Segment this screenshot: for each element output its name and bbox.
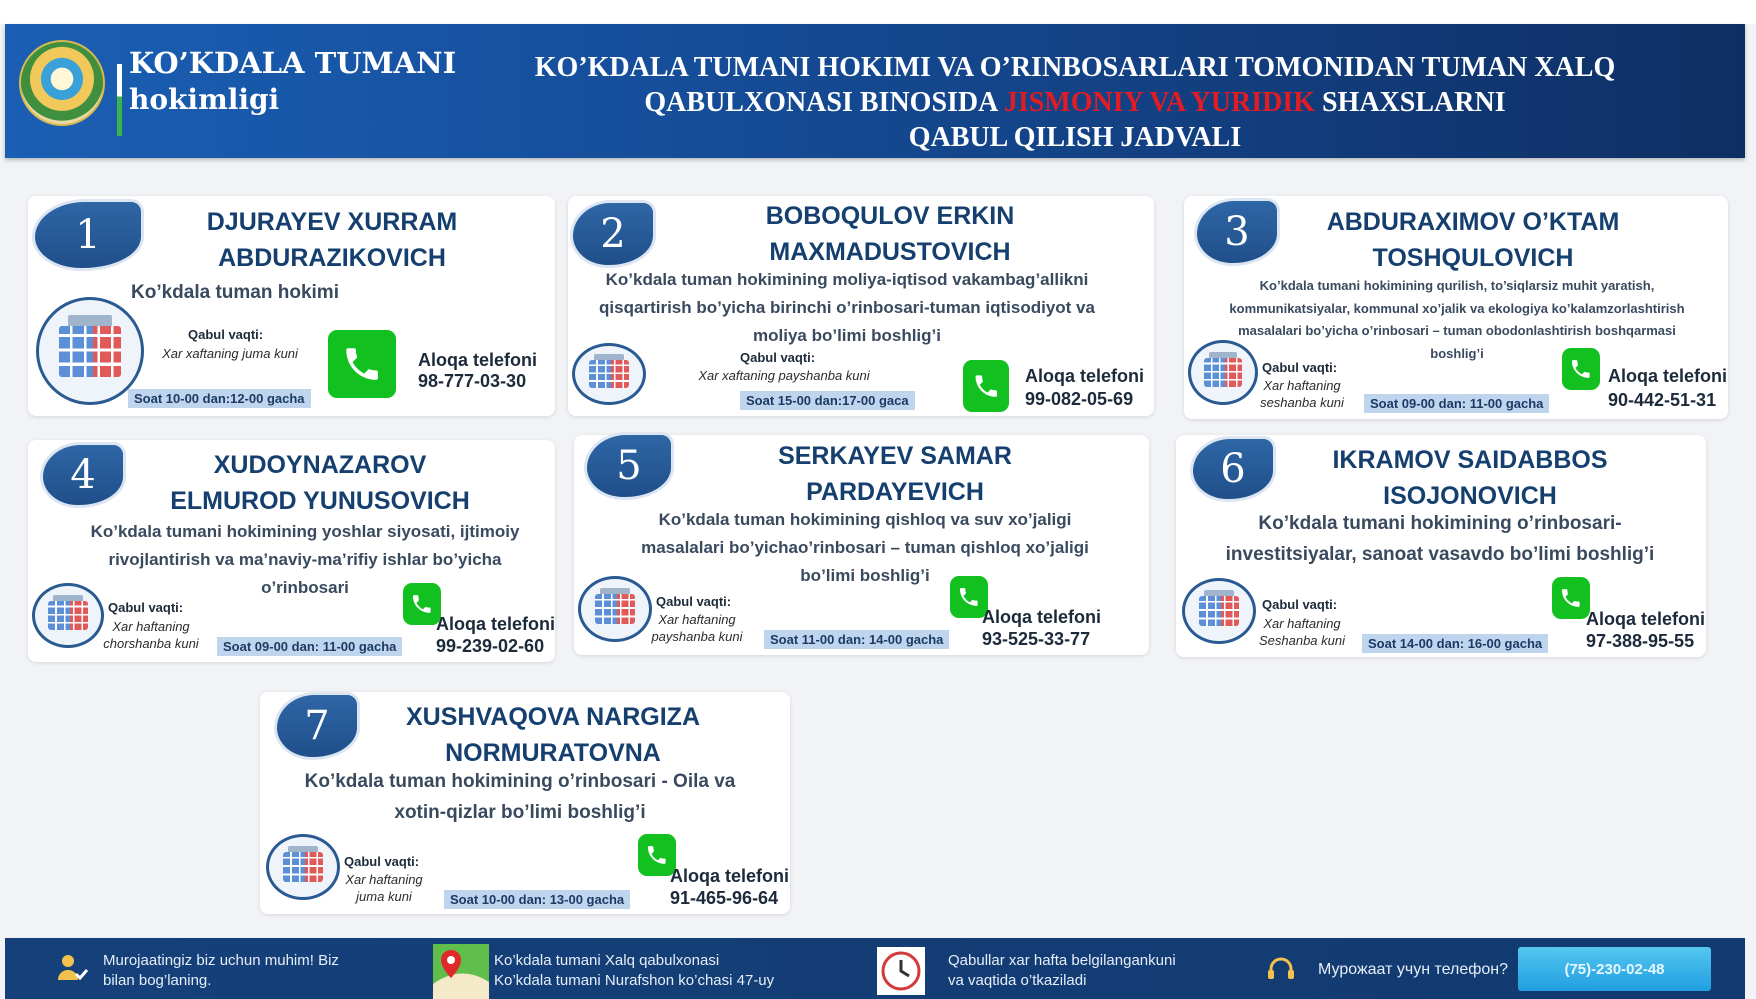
reception-hours: Soat 11-00 dan: 14-00 gacha — [764, 630, 949, 649]
official-role: Ko’kdala tuman hokimining o’rinbosari - Oila va xotin-qizlar bo’limi boshlig’i — [304, 771, 736, 823]
clock-icon — [877, 947, 925, 995]
official-name: ABDURAXIMOV O’KTAM TOSHQULOVICH — [1326, 208, 1620, 272]
reception-hours: Soat 09-00 dan: 11-00 gacha — [217, 637, 402, 656]
footer-schedule-line-2: va vaqtida o’tkaziladi — [948, 972, 1087, 989]
reception-days: Xar xaftaning juma kuni — [162, 346, 298, 361]
reception-time-label: Qabul vaqti: — [740, 350, 816, 365]
contact-phone-number[interactable]: 99-239-02-60 — [436, 636, 545, 656]
contact-phone-label: Aloqa telefoni — [670, 866, 790, 886]
footer-contact-line-1: Murojaatingiz biz uchun muhim! Biz — [103, 952, 339, 969]
contact-phone-number[interactable]: 93-525-33-77 — [982, 629, 1091, 649]
phone-icon — [1552, 577, 1590, 619]
title-line-2-start: QABULXONASI BINOSIDA — [644, 87, 1004, 118]
reception-time-label: Qabul vaqti: — [656, 594, 732, 609]
reception-hours: Soat 10-00 dan: 13-00 gacha — [444, 890, 630, 909]
footer-schedule-line-1: Qabullar xar hafta belgilangankuni — [948, 952, 1176, 969]
calendar-icon — [1188, 340, 1258, 405]
phone-icon — [963, 360, 1009, 412]
top-strip — [0, 0, 1756, 24]
reception-days: Xar haftaning chorshanba kuni — [103, 619, 199, 651]
official-name: XUSHVAQOVA NARGIZA NORMURATOVNA — [406, 703, 700, 767]
flag-divider — [117, 64, 122, 136]
card-number-badge: 1 — [32, 199, 144, 271]
reception-time-label: Qabul vaqti: — [188, 327, 264, 342]
official-name: SERKAYEV SAMAR PARDAYEVICH — [778, 442, 1012, 506]
brand-subtitle: hokimligi — [129, 83, 280, 116]
footer-schedule-text — [948, 951, 1176, 991]
footer-address-line-2: Ko’kdala tumani Nurafshon ko’chasi 47-uy — [494, 972, 775, 989]
reception-days: Xar xaftaning payshanba kuni — [698, 368, 870, 383]
contact-phone-number[interactable]: 90-442-51-31 — [1608, 390, 1717, 410]
footer-contact-text — [103, 951, 339, 991]
contact-phone-number[interactable]: 91-465-96-64 — [670, 888, 779, 908]
phone-icon — [1562, 348, 1600, 390]
title-line-2-end: SHAXSLARNI — [1314, 87, 1506, 118]
official-role: Ko’kdala tuman hokimining moliya-iqtisod vakambag’allikni qisqartirish bo’yicha birinchi o’rinbosari-tuman iqtisodiyot va moliya bo’limi boshlig’i — [599, 270, 1095, 345]
user-check-icon — [56, 952, 88, 984]
card-number-badge: 5 — [584, 432, 674, 500]
official-role: Ko’kdala tumani hokimining qurilish, to’siqlarsiz muhit yaratish, kommunikatsiyalar, kommunal xo’jalik va ekologiya ko’kalamzorlashtirish masalalari bo’yicha o’rinbosari – tuman obodonlashtirish boshqarmasi boshlig’i — [1229, 278, 1685, 361]
calendar-icon — [1182, 578, 1256, 644]
reception-hours: Soat 09-00 dan: 11-00 gacha — [1364, 394, 1549, 413]
contact-phone-label: Aloqa telefoni — [1586, 609, 1706, 629]
contact-phone-label: Aloqa telefoni — [1025, 366, 1145, 386]
map-pin-icon — [433, 944, 489, 999]
calendar-icon — [32, 583, 104, 648]
reception-days: Xar haftaning Seshanba kuni — [1258, 616, 1345, 648]
card-number-badge: 7 — [274, 692, 360, 760]
title-line-1: KO’KDALA TUMANI HOKIMI VA O’RINBOSARLARI TOMONIDAN TUMAN XALQ — [534, 52, 1616, 83]
footer-hotline-label: Мурожаат учун телефон? — [1318, 961, 1509, 978]
title-line-2 — [505, 85, 1645, 120]
hotline-number-button[interactable]: (75)-230-02-48 — [1518, 947, 1711, 991]
official-name: DJURAYEV XURRAM ABDURAZIKOVICH — [206, 208, 458, 272]
reception-time-label: Qabul vaqti: — [1262, 360, 1338, 375]
reception-hours: Soat 15-00 dan:17-00 gaca — [740, 391, 915, 410]
emblem-logo — [19, 40, 105, 126]
reception-time-label: Qabul vaqti: — [1262, 597, 1338, 612]
card-number-badge: 4 — [40, 442, 126, 508]
reception-hours: Soat 14-00 dan: 16-00 gacha — [1362, 634, 1548, 653]
contact-phone-label: Aloqa telefoni — [982, 607, 1102, 627]
brand-title: KO’KDALA TUMANI — [129, 46, 457, 80]
official-role: Ko’kdala tuman hokimining qishloq va suv xo’jaligi masalalari bo’yichao’rinbosari – tuman qishloq xo’jaligi bo’limi boshlig’i — [641, 510, 1089, 585]
footer-address-text — [494, 951, 774, 991]
contact-phone-label: Aloqa telefoni — [436, 614, 556, 634]
title-line-3: QABUL QILISH JADVALI — [908, 122, 1242, 153]
reception-days: Xar haftaning juma kuni — [345, 872, 423, 904]
official-name: IKRAMOV SAIDABBOS ISOJONOVICH — [1332, 446, 1608, 510]
official-name: XUDOYNAZAROV ELMUROD YUNUSOVICH — [170, 451, 470, 515]
calendar-icon — [572, 343, 646, 405]
title-highlight: JISMONIY VA YURIDIK — [1003, 87, 1315, 118]
official-role: Ko’kdala tuman hokimi — [131, 282, 339, 303]
reception-time-label: Qabul vaqti: — [108, 600, 184, 615]
headset-icon — [1266, 955, 1296, 985]
footer-address-line-1: Ko’kdala tumani Xalq qabulxonasi — [494, 952, 720, 969]
calendar-icon — [266, 834, 340, 900]
calendar-icon — [578, 576, 652, 642]
reception-time-label: Qabul vaqti: — [344, 854, 420, 869]
contact-phone-label: Aloqa telefoni — [418, 350, 538, 370]
card-number-badge: 2 — [570, 200, 656, 268]
contact-phone-number[interactable]: 98-777-03-30 — [418, 371, 527, 391]
card-number-badge: 6 — [1190, 436, 1276, 502]
reception-days: Xar haftaning seshanba kuni — [1260, 378, 1344, 410]
official-role: Ko’kdala tumani hokimining o’rinbosari- investitsiyalar, sanoat vasavdo bo’limi boshlig’i — [1225, 513, 1655, 565]
page-title — [505, 50, 1645, 155]
card-number-badge: 3 — [1194, 198, 1280, 266]
contact-phone-label: Aloqa telefoni — [1608, 366, 1728, 386]
footer-contact-line-2: bilan bog’laning. — [103, 972, 212, 989]
phone-icon — [328, 330, 396, 398]
contact-phone-number[interactable]: 99-082-05-69 — [1025, 389, 1134, 409]
page-header — [5, 24, 1745, 158]
official-role: Ko’kdala tumani hokimining yoshlar siyosati, ijtimoiy rivojlantirish va ma’naviy-ma’rifiy ishlar bo’yicha o’rinbosari — [90, 522, 520, 597]
official-name: BOBOQULOV ERKIN MAXMADUSTOVICH — [765, 202, 1015, 266]
reception-days: Xar haftaning payshanba kuni — [651, 612, 743, 644]
reception-hours: Soat 10-00 dan:12-00 gacha — [128, 389, 311, 408]
contact-phone-number[interactable]: 97-388-95-55 — [1586, 631, 1695, 651]
